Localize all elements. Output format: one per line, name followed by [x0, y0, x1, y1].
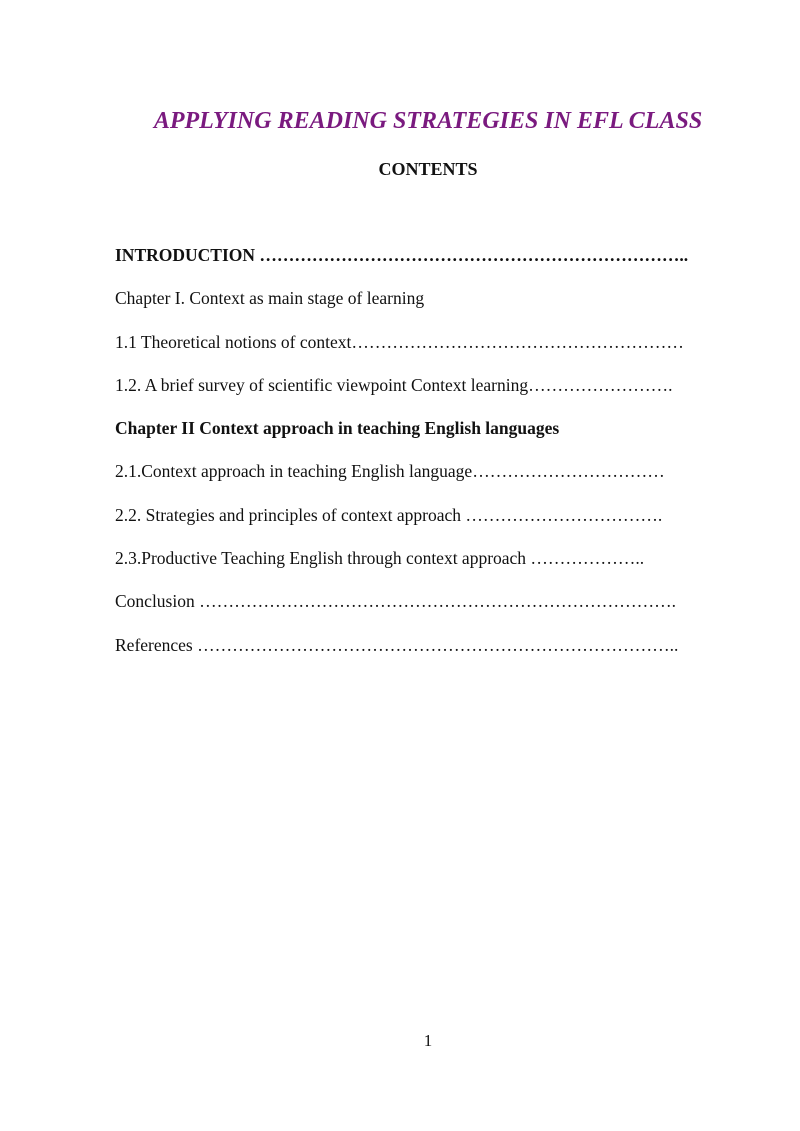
toc-entry-conclusion: Conclusion ………………………………………………………………………. — [115, 591, 676, 612]
toc-entry-2-1: 2.1.Context approach in teaching English language…………………………… — [115, 461, 665, 482]
table-of-contents — [115, 244, 755, 677]
page-number: 1 — [423, 1031, 433, 1050]
toc-entry-1-2: 1.2. A brief survey of scientific viewpoint Context learning……………………. — [115, 374, 673, 395]
toc-entry-2-3: 2.3.Productive Teaching English through context approach ……………….. — [115, 548, 645, 569]
contents-heading: CONTENTS — [378, 159, 478, 179]
document-title: APPLYING READING STRATEGIES IN EFL CLASS — [153, 108, 703, 134]
toc-entry-references: References ……………………………………………………………………….. — [115, 634, 679, 655]
toc-entry-chapter-1: Chapter I. Context as main stage of learning — [115, 288, 425, 309]
toc-entry-1-1: 1.1 Theoretical notions of context………………………………………………… — [115, 331, 684, 352]
toc-entry-2-2: 2.2. Strategies and principles of context approach ……………………………. — [115, 504, 663, 525]
toc-entry-introduction: INTRODUCTION ……………………………………………………………….. — [115, 245, 689, 265]
toc-entry-chapter-2: Chapter II Context approach in teaching English languages — [115, 418, 560, 439]
